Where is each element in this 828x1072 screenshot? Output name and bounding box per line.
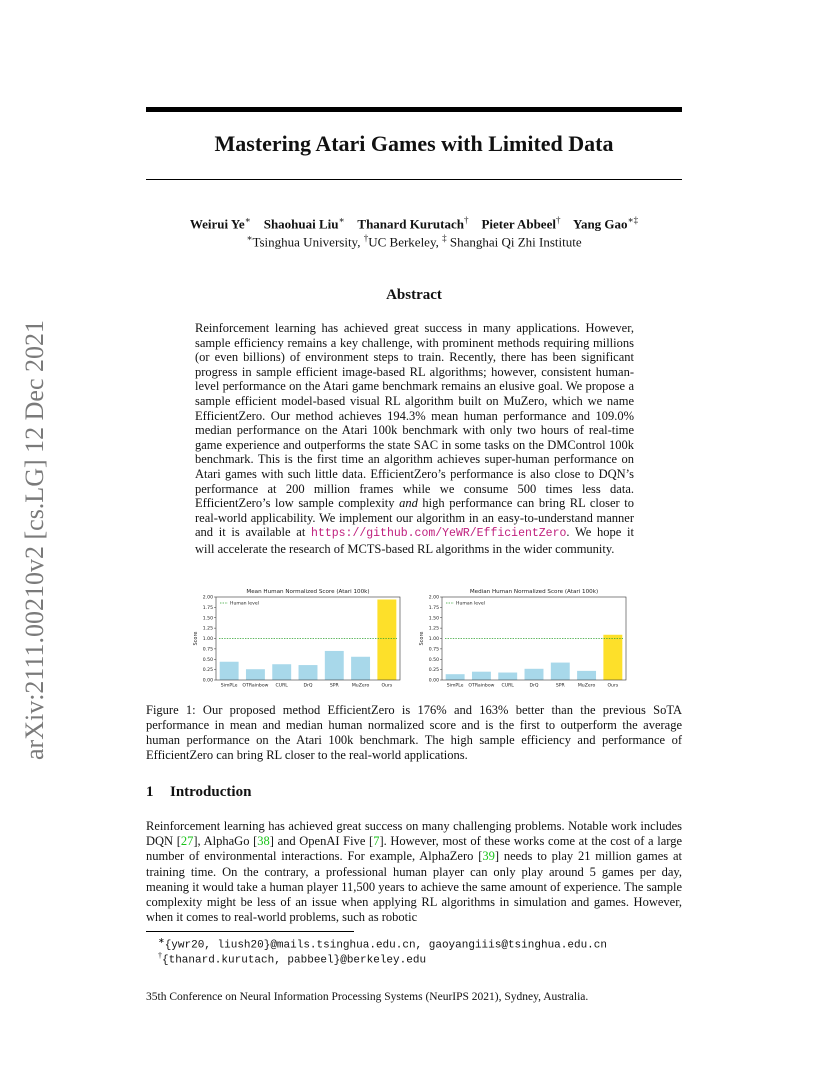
author-name: Yang Gao xyxy=(573,216,628,232)
author-mark: † xyxy=(463,215,469,225)
y-tick-label: 2.00 xyxy=(202,595,213,601)
author-name: Shaohuai Liu xyxy=(263,216,339,232)
footnote xyxy=(158,951,426,967)
section-heading xyxy=(146,784,251,801)
y-tick-label: 1.00 xyxy=(202,637,213,643)
affiliations xyxy=(146,233,682,250)
paper-title: Mastering Atari Games with Limited Data xyxy=(214,131,614,156)
footnote xyxy=(158,936,607,952)
y-tick-label: 0.25 xyxy=(202,668,213,674)
bar xyxy=(498,673,517,680)
introduction-paragraph xyxy=(146,819,682,925)
y-tick-label: 1.00 xyxy=(428,637,439,643)
affiliation: Tsinghua University, xyxy=(252,234,361,250)
median-score-chart xyxy=(416,585,631,693)
abstract-text: . We hope it will accelerate the research of MCTS-based RL algorithms in the wider community. xyxy=(195,525,634,556)
bar xyxy=(351,657,370,680)
bar xyxy=(577,671,596,680)
x-tick-label: Ours xyxy=(381,683,393,689)
author-mark: ∗ xyxy=(338,215,345,225)
y-axis-label: Score xyxy=(193,631,199,646)
affiliation-mark: ∗ xyxy=(246,233,253,243)
affiliation-mark: † xyxy=(363,233,369,243)
x-tick-label: OTRainbow xyxy=(242,683,269,689)
author-name: Weirui Ye xyxy=(189,216,245,232)
abstract-italic: and xyxy=(399,496,418,511)
y-tick-label: 0.00 xyxy=(202,678,213,684)
body-text: ] and OpenAI Five [ xyxy=(269,834,374,849)
abstract-body xyxy=(195,321,634,557)
y-tick-label: 0.00 xyxy=(428,678,439,684)
chart-title: Mean Human Normalized Score (Atari 100k) xyxy=(246,589,370,595)
y-tick-label: 0.75 xyxy=(202,647,213,653)
y-tick-label: 2.00 xyxy=(428,595,439,601)
bar xyxy=(472,672,491,680)
y-tick-label: 1.25 xyxy=(202,626,213,632)
citation-link[interactable]: 27 xyxy=(180,834,194,849)
arxiv-identifier: arXiv:2111.00210v2 [cs.LG] 12 Dec 2021 xyxy=(20,320,49,760)
footnote-mark: † xyxy=(158,951,162,960)
x-tick-label: OTRainbow xyxy=(468,683,495,689)
x-tick-label: MuZero xyxy=(351,683,370,689)
y-tick-label: 0.50 xyxy=(428,657,439,663)
x-tick-label: Ours xyxy=(607,683,619,689)
repo-link[interactable]: https://github.com/YeWR/EfficientZero xyxy=(311,527,567,541)
title-bottom-rule xyxy=(146,179,682,180)
author-name: Thanard Kurutach xyxy=(357,216,464,232)
author-mark: ∗‡ xyxy=(627,215,639,225)
body-text: ]. However, most of these works come at the cost of a large number of environmental interactions. For example, AlphaZero [ xyxy=(146,834,682,864)
title-top-rule xyxy=(146,107,682,112)
citation-link[interactable]: 7 xyxy=(373,834,380,849)
x-tick-label: SPR xyxy=(555,683,565,689)
x-tick-label: SimPLe xyxy=(446,683,464,689)
footnote-mark: ∗ xyxy=(158,936,165,945)
y-tick-label: 0.75 xyxy=(428,647,439,653)
citation-link[interactable]: 38 xyxy=(257,834,270,849)
x-tick-label: DrQ xyxy=(529,683,539,689)
abstract-heading: Abstract xyxy=(386,287,442,303)
section-title: Introduction xyxy=(170,784,252,800)
body-text: ] needs to play 21 million games at training time. On the contrary, a professional human player can only play around 5 games per day, meaning it would take a human player 11,500 years to achieve the same amount of experience. The sample complexity might be less of an issue when applying RL algorithms in simulation and games. However, when it comes to real-world problems, such as robotic xyxy=(146,849,682,925)
abstract-text: Reinforcement learning has achieved great success in many applications. However, sample efficiency remains a key challenge, with prominent methods requiring millions (or even billions) of environment steps to train. Recently, there has been significant progress in sample efficient image-based RL algorithms; however, consistent human-level performance on the Atari game benchmark remains an elusive goal. We propose a sample efficient model-based visual RL algorithm built on MuZero, which we name EfficientZero. Our method achieves 194.3% mean human performance and 109.0% median performance on the Atari 100k benchmark with only two hours of real-time game experience and outperforms the state SAC in some tasks on the DMControl 100k benchmark. This is the first time an algorithm achieves super-human performance on Atari games with such little data. EfficientZero’s performance is also close to DQN’s performance at 200 million frames while we consume 500 times less data. EfficientZero’s low sample complexity xyxy=(195,321,634,511)
y-tick-label: 0.50 xyxy=(202,657,213,663)
x-tick-label: SPR xyxy=(329,683,339,689)
y-axis-label: Score xyxy=(419,631,425,646)
x-tick-label: MuZero xyxy=(577,683,596,689)
body-text: Reinforcement learning has achieved great success on many challenging problems. Notable work includes DQN [ xyxy=(146,819,682,849)
footnote-rule xyxy=(146,931,354,932)
bar xyxy=(246,669,265,680)
x-tick-label: CURL xyxy=(275,683,288,689)
author-list xyxy=(146,215,682,232)
footnote-text: {ywr20, liush20}@mails.tsinghua.edu.cn, gaoyangiiis@tsinghua.edu.cn xyxy=(164,939,607,952)
author-mark: † xyxy=(555,215,561,225)
affiliation-mark: ‡ xyxy=(442,233,447,243)
bar xyxy=(220,662,239,680)
section-number: 1 xyxy=(146,784,154,800)
bar xyxy=(525,669,544,680)
chart-title: Median Human Normalized Score (Atari 100k) xyxy=(469,589,599,595)
author-name: Pieter Abbeel xyxy=(481,216,556,232)
bar xyxy=(272,664,291,680)
x-tick-label: SimPLe xyxy=(220,683,238,689)
x-tick-label: CURL xyxy=(501,683,514,689)
mean-score-chart xyxy=(190,585,405,693)
bar xyxy=(551,663,570,680)
bar xyxy=(446,674,465,680)
affiliation: Shanghai Qi Zhi Institute xyxy=(449,234,582,250)
y-tick-label: 1.75 xyxy=(202,605,213,611)
legend-label: Human level xyxy=(456,601,485,607)
citation-link[interactable]: 39 xyxy=(482,849,495,864)
y-tick-label: 0.25 xyxy=(428,668,439,674)
body-text: ], AlphaGo [ xyxy=(193,834,258,849)
figure-caption: Figure 1: Our proposed method EfficientZero is 176% and 163% better than the previous SoTA performance in mean and median human normalized score and is the first to outperform the average human performance on the Atari 100k benchmark. The high sample efficiency and performance of EfficientZero can bring RL closer to the real-world applications. xyxy=(146,703,682,762)
bar xyxy=(299,665,318,680)
y-tick-label: 1.75 xyxy=(428,605,439,611)
footnote-text: {thanard.kurutach, pabbeel}@berkeley.edu xyxy=(162,954,427,967)
affiliation: UC Berkeley, xyxy=(368,234,439,250)
legend-label: Human level xyxy=(230,601,259,607)
abstract-text: high performance can bring RL closer to real-world applicability. We implement our algorithm in an easy-to-understand manner and it is available at xyxy=(195,496,635,540)
bar xyxy=(603,635,622,680)
x-tick-label: DrQ xyxy=(303,683,313,689)
y-tick-label: 1.25 xyxy=(428,626,439,632)
y-tick-label: 1.50 xyxy=(202,616,213,622)
bar xyxy=(377,599,396,680)
venue-footer: 35th Conference on Neural Information Processing Systems (NeurIPS 2021), Sydney, Australia. xyxy=(146,991,589,1003)
bar xyxy=(325,651,344,680)
author-mark: ∗ xyxy=(244,215,251,225)
y-tick-label: 1.50 xyxy=(428,616,439,622)
